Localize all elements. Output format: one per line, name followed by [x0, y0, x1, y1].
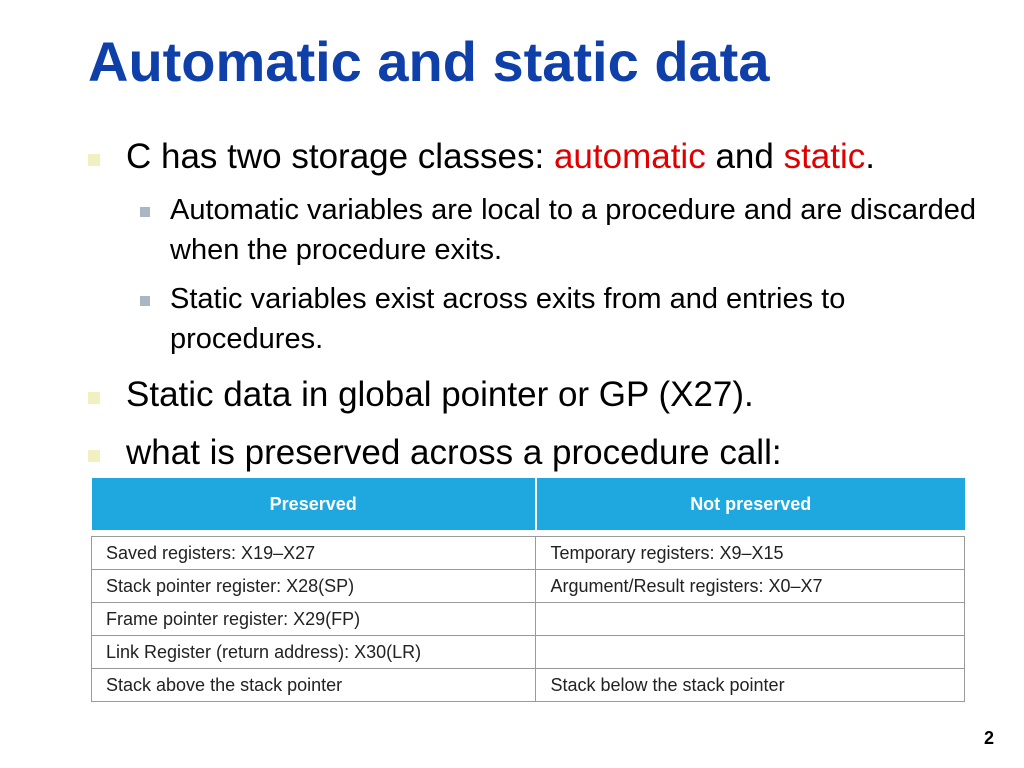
bullet-marker [88, 392, 100, 404]
table-cell: Link Register (return address): X30(LR) [92, 636, 536, 669]
header-not-preserved: Not preserved [536, 478, 965, 530]
bullet-global-pointer: Static data in global pointer or GP (X27). [126, 375, 754, 414]
header-preserved: Preserved [92, 478, 536, 530]
sub-bullet-marker [140, 207, 150, 217]
bullet-text: and [705, 137, 784, 176]
table-row [92, 636, 965, 669]
bullet-marker [88, 154, 100, 166]
keyword-static: static [783, 137, 866, 176]
bullet-preserved: what is preserved across a procedure call: [126, 433, 782, 472]
sub-bullet-static: Static variables exist across exits from and entries to procedures. [170, 283, 846, 355]
sub-bullet-automatic: Automatic variables are local to a procedure and are discarded when the procedure exits. [170, 194, 977, 266]
page-number: 2 [983, 728, 994, 748]
table-row [92, 669, 965, 702]
bullet-storage-classes [126, 136, 875, 178]
table-cell: Stack above the stack pointer [92, 669, 536, 702]
bullet-marker [88, 450, 100, 462]
preserved-registers-table [91, 478, 965, 702]
sub-bullet-marker [140, 296, 150, 306]
table-cell: Stack below the stack pointer [536, 669, 965, 702]
table-cell [536, 603, 965, 636]
table-cell: Argument/Result registers: X0–X7 [536, 570, 965, 603]
table-cell: Saved registers: X19–X27 [92, 537, 536, 570]
table-cell: Stack pointer register: X28(SP) [92, 570, 536, 603]
bullet-text: . [865, 137, 876, 176]
table-row [92, 603, 965, 636]
slide-title: Automatic and static data [88, 30, 770, 93]
bullet-text: C has two storage classes: [126, 137, 554, 176]
table-row [92, 537, 965, 570]
table-header-row [92, 478, 965, 530]
table-cell: Frame pointer register: X29(FP) [92, 603, 536, 636]
table-cell [536, 636, 965, 669]
table-cell: Temporary registers: X9–X15 [536, 537, 965, 570]
table-row [92, 570, 965, 603]
keyword-automatic: automatic [553, 137, 706, 176]
